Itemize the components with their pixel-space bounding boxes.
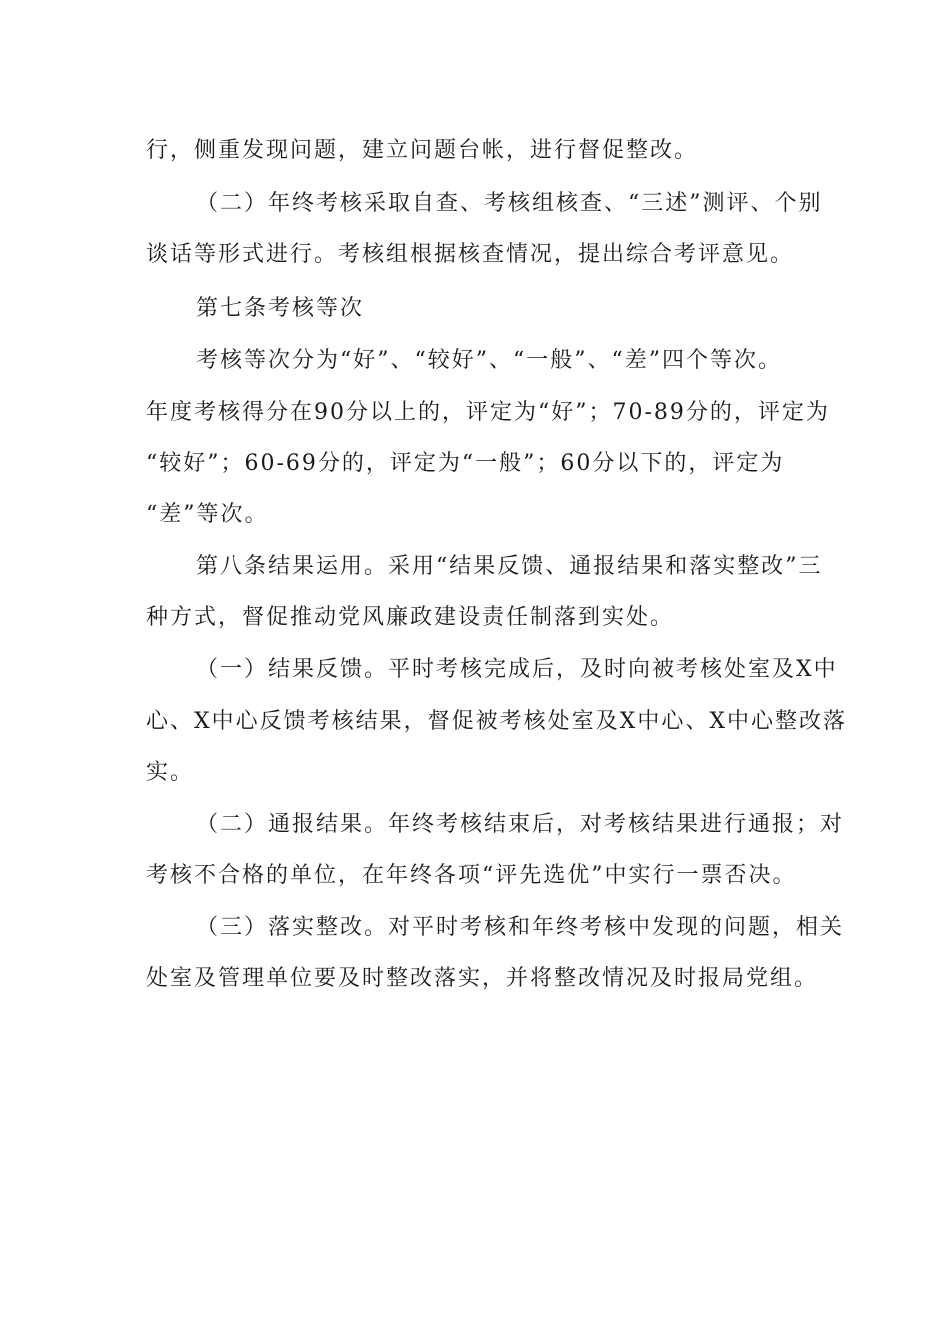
paragraph-start-line: （二）通报结果。年终考核结束后，对考核结果进行通报；对: [196, 812, 845, 837]
text-line: “较好”；60-69分的，评定为“一般”；60分以下的，评定为: [146, 451, 785, 476]
text-line: 种方式，督促推动党风廉政建设责任制落到实处。: [146, 605, 675, 630]
text-line: 实。: [146, 760, 195, 785]
paragraph-start-line: （一）结果反馈。平时考核完成后，及时向被考核处室及X中: [196, 657, 838, 682]
paragraph-start-line: 第八条结果运用。采用“结果反馈、通报结果和落实整改”三: [196, 554, 823, 579]
text-line: 年度考核得分在90分以上的，评定为“好”；70-89分的，评定为: [146, 400, 830, 425]
text-line: 考核不合格的单位，在年终各项“评先选优”中实行一票否决。: [146, 863, 797, 888]
text-line: 心、X中心反馈考核结果，督促被考核处室及X中心、X中心整改落: [146, 709, 847, 734]
paragraph-start-line: （二）年终考核采取自查、考核组核查、“三述”测评、个别: [196, 191, 823, 216]
text-line: 处室及管理单位要及时整改落实，并将整改情况及时报局党组。: [146, 966, 819, 991]
article-heading: 第七条考核等次: [196, 296, 365, 321]
paragraph-start-line: （三）落实整改。对平时考核和年终考核中发现的问题，相关: [196, 915, 845, 940]
text-line: 谈话等形式进行。考核组根据核查情况，提出综合考评意见。: [146, 242, 795, 267]
text-line: “差”等次。: [146, 502, 269, 527]
paragraph-start-line: 考核等次分为“好”、“较好”、“一般”、“差”四个等次。: [196, 348, 782, 373]
text-line: 行，侧重发现问题，建立问题台帐，进行督促整改。: [146, 138, 699, 163]
